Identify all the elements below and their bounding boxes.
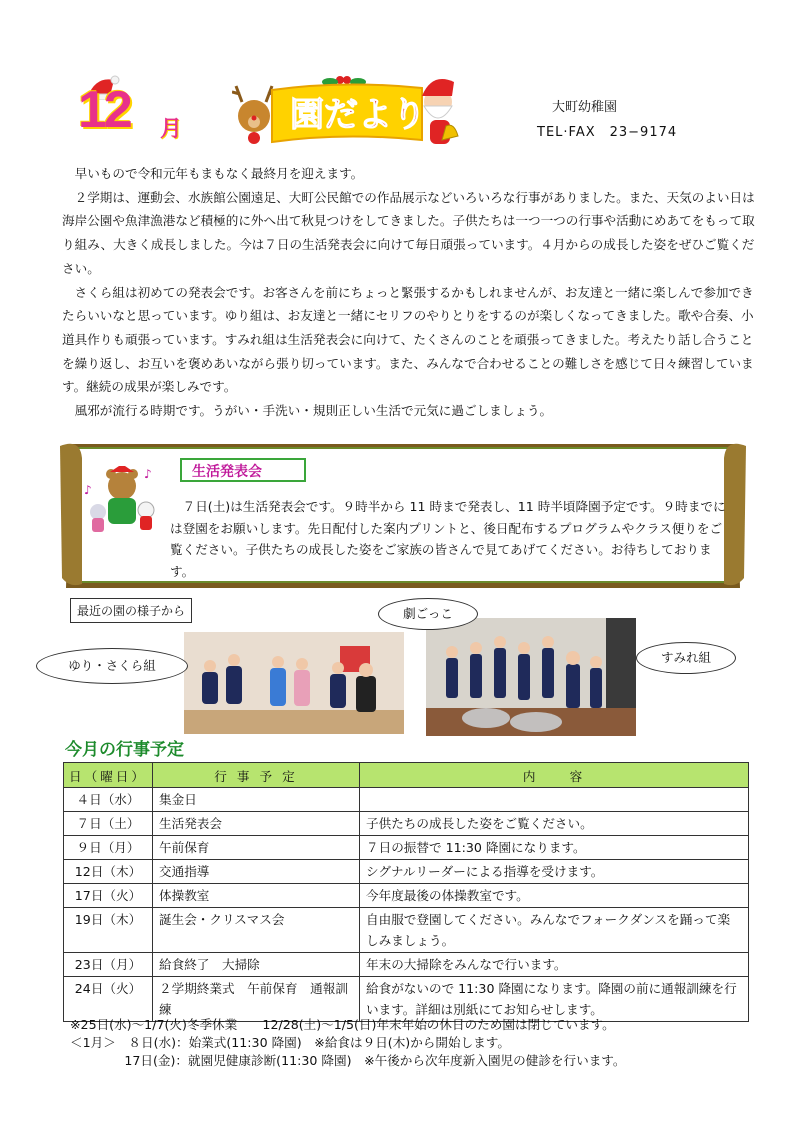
note-line: ※25日(水)～1/7(火)冬季休業 12/28(土)～1/5(日)年末年始の休日のため園は閉じています。 bbox=[70, 1017, 615, 1032]
bear-and-rabbit-illustration bbox=[84, 466, 160, 534]
event-description: ７日(土)は生活発表会です。９時半から 11 時まで発表し、11 時半頃降園予定です。９時までには登園をお願いします。先日配付した案内プリントと、後日配布するプログラムやクラス便りをご覧ください。子供たちの成長した姿をご家族の皆さんで見てあげてください。お待ちしております。 bbox=[170, 499, 726, 579]
table-row: 12日（木） 交通指導 シグナルリーダーによる指導を受けます。 bbox=[64, 860, 749, 884]
paragraph: ２学期は、運動会、水族館公園遠足、大町公民館での作品展示などいろいろな行事がありました。また、天気のよい日は海岸公園や魚津漁港など積極的に外へ出て秋見つけをしてきました。子供たちは一つ一つの行事や活動にめあてをもって取り組み、大きく成長しました。今は７日の生活発表会に向けて毎日頑張っています。４月からの成長した姿をぜひご覧ください。 bbox=[62, 189, 755, 276]
month-number: 12 bbox=[78, 81, 130, 139]
callout-yuri-sakura: ゆり・さくら組 bbox=[36, 648, 188, 684]
column-header-day: 日（曜日） bbox=[64, 763, 153, 788]
paragraph: 風邪が流行る時期です。うがい・手洗い・規則正しい生活で元気に過ごしましょう。 bbox=[74, 403, 553, 419]
newsletter-title-text: 園だより bbox=[290, 96, 426, 134]
table-row: 24日（火） ２学期終業式 午前保育 通報訓練 給食がないので 11:30 降園になります。降園の前に通報訓練を行います。詳細は別紙にてお知らせします。 bbox=[64, 977, 749, 1022]
photo-sumire-class bbox=[426, 618, 636, 736]
school-tel-fax: TEL·FAX 23−9174 bbox=[537, 125, 678, 140]
note-line: ＜1月＞ ８日(水)：始業式(11:30 降園) ※給食は９日(木)から開始します。 bbox=[70, 1035, 510, 1050]
column-header-detail: 内 容 bbox=[360, 763, 749, 788]
school-name: 大町幼稚園 bbox=[552, 100, 618, 115]
newsletter-title-logo bbox=[232, 72, 460, 148]
table-row: ９日（月） 午前保育 ７日の振替で 11:30 降園になります。 bbox=[64, 836, 749, 860]
callout-sumire: すみれ組 bbox=[636, 642, 736, 674]
note-line: 17日(金)：就園児健康診断(11:30 降園) ※午後から次年度新入園児の健診を行います。 bbox=[70, 1053, 626, 1068]
paragraph: 早いもので令和元年もまもなく最終月を迎えます。 bbox=[74, 166, 364, 181]
table-row: ７日（土） 生活発表会 子供たちの成長した姿をご覧ください。 bbox=[64, 812, 749, 836]
month-suffix: 月 bbox=[160, 117, 183, 142]
photo-yuri-sakura-class bbox=[184, 632, 404, 734]
schedule-table bbox=[63, 762, 749, 1022]
table-row: 17日（火） 体操教室 今年度最後の体操教室です。 bbox=[64, 884, 749, 908]
intro-text bbox=[62, 162, 762, 423]
callout-play: 劇ごっこ bbox=[378, 598, 478, 630]
photos-section-label: 最近の園の様子から bbox=[70, 598, 192, 623]
event-heading: 生活発表会 bbox=[180, 458, 306, 482]
reindeer-icon bbox=[232, 86, 276, 144]
schedule-notes bbox=[70, 1016, 626, 1070]
svg-text:♪: ♪ bbox=[144, 467, 152, 481]
paragraph: さくら組は初めての発表会です。お客さんを前にちょっと緊張するかもしれませんが、お友達と一緒に楽しんで参加できたらいいなと思っています。ゆり組は、お友達と一緒にセリフのやりとりをするのが楽しくなってきました。歌や合奏、小道具作りも頑張っています。すみれ組は生活発表会に向けて、たくさんのことを頑張ってきました。考えたり話し合うことを繰り返し、お互いを褒めあいながら張り切っています。また、みんなで合わせることの難しさを感じて日々練習しています。継続の成果が楽しみです。 bbox=[62, 284, 754, 395]
table-row: ４日（水） 集金日 bbox=[64, 788, 749, 812]
table-row: 19日（木） 誕生会・クリスマス会 自由服で登園してください。みんなでフォークダンスを踊って楽しみましょう。 bbox=[64, 908, 749, 953]
column-header-event: 行 事 予 定 bbox=[153, 763, 360, 788]
table-row: 23日（月） 給食終了 大掃除 年末の大掃除をみんなで行います。 bbox=[64, 953, 749, 977]
svg-text:♪: ♪ bbox=[84, 483, 92, 497]
schedule-title: 今月の行事予定 bbox=[65, 740, 184, 760]
table-header-row bbox=[64, 763, 749, 788]
